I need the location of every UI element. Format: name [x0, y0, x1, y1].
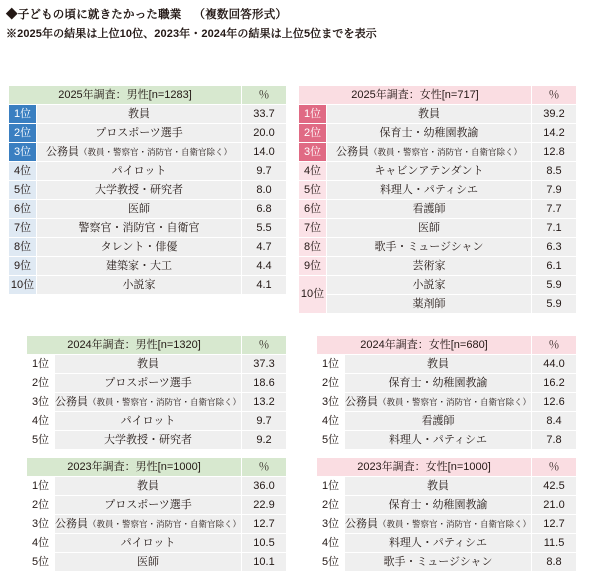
rank-cell: 5位: [27, 553, 55, 572]
occupation-label: 歌手・ミュージシャン: [345, 553, 532, 572]
ranking-table: [26, 335, 287, 450]
rank-cell: 4位: [299, 162, 327, 181]
rank-cell: 10位: [299, 276, 327, 314]
percent-value: 12.7: [242, 515, 287, 534]
header-block: [0, 0, 600, 41]
percent-value: 8.4: [532, 412, 577, 431]
occupation-label: プロスポーツ選手: [55, 496, 242, 515]
occupation-label: 小説家: [37, 276, 242, 295]
table-title: 2025年調査：女性[n=717]: [299, 86, 532, 105]
table-row: [9, 238, 287, 257]
table-row: [9, 162, 287, 181]
occupation-label: キャビンアテンダント: [327, 162, 532, 181]
percent-value: 10.1: [242, 553, 287, 572]
table-row: [317, 412, 577, 431]
table-row: [299, 200, 577, 219]
ranking-table: [8, 85, 287, 295]
percent-value: 5.9: [532, 276, 577, 295]
table-row: [9, 219, 287, 238]
table-row: [299, 162, 577, 181]
rank-cell: 4位: [9, 162, 37, 181]
rank-cell: 1位: [299, 105, 327, 124]
occupation-label: 小説家: [327, 276, 532, 295]
percent-value: 7.7: [532, 200, 577, 219]
page-note: ※2025年の結果は上位10位、2023年・2024年の結果は上位5位までを表示: [6, 28, 377, 40]
percent-value: 11.5: [532, 534, 577, 553]
table-row: [9, 200, 287, 219]
percent-value: 12.6: [532, 393, 577, 412]
table-row: [317, 355, 577, 374]
rank-cell: 1位: [317, 477, 345, 496]
rank-cell: 6位: [299, 200, 327, 219]
percent-value: 22.9: [242, 496, 287, 515]
table-row: [27, 355, 287, 374]
occupation-label: 保育士・幼稚園教諭: [345, 374, 532, 393]
occupation-label: 看護師: [327, 200, 532, 219]
table-row: [9, 105, 287, 124]
percent-value: 6.3: [532, 238, 577, 257]
rank-cell: 5位: [299, 181, 327, 200]
percent-value: 16.2: [532, 374, 577, 393]
page-title-main: ◆子どもの頃に就きたかった職業: [6, 9, 182, 21]
rank-cell: 2位: [27, 374, 55, 393]
occupation-label: 看護師: [345, 412, 532, 431]
rank-cell: 9位: [9, 257, 37, 276]
occupation-label: プロスポーツ選手: [55, 374, 242, 393]
percent-value: 42.5: [532, 477, 577, 496]
table-row: [299, 105, 577, 124]
rank-cell: 4位: [317, 534, 345, 553]
percent-value: 5.9: [532, 295, 577, 314]
rank-cell: 1位: [317, 355, 345, 374]
rank-cell: 8位: [299, 238, 327, 257]
occupation-label: 保育士・幼稚園教諭: [327, 124, 532, 143]
table-title: 2024年調査：女性[n=680]: [317, 336, 532, 355]
percent-value: 8.8: [532, 553, 577, 572]
table-title: 2024年調査：男性[n=1320]: [27, 336, 242, 355]
occupation-label: パイロット: [55, 534, 242, 553]
table-header-row: [27, 458, 287, 477]
table-row: [317, 553, 577, 572]
table-row: [317, 496, 577, 515]
percent-value: 7.9: [532, 181, 577, 200]
occupation-label: 料理人・パティシエ: [345, 534, 532, 553]
occupation-label: 保育士・幼稚園教諭: [345, 496, 532, 515]
percent-value: 12.7: [532, 515, 577, 534]
table-row: [9, 181, 287, 200]
table-title: 2023年調査：女性[n=1000]: [317, 458, 532, 477]
table-row: [317, 477, 577, 496]
table-row: [27, 553, 287, 572]
percent-value: 8.5: [532, 162, 577, 181]
rank-cell: 2位: [27, 496, 55, 515]
table-row: [9, 124, 287, 143]
table-header-row: [9, 86, 287, 105]
rank-cell: 7位: [9, 219, 37, 238]
occupation-label: 薬剤師: [327, 295, 532, 314]
percent-value: 4.1: [242, 276, 287, 295]
ranking-table: [298, 85, 577, 314]
rank-cell: 3位: [9, 143, 37, 162]
occupation-label: 公務員（教員・警察官・消防官・自衛官除く）: [345, 515, 532, 534]
percent-value: 14.2: [532, 124, 577, 143]
table-row: [299, 257, 577, 276]
percent-value: 21.0: [532, 496, 577, 515]
table-row: [317, 534, 577, 553]
ranking-table: [316, 457, 577, 572]
rank-cell: 4位: [317, 412, 345, 431]
rank-cell: 9位: [299, 257, 327, 276]
ranking-table: [316, 335, 577, 450]
rank-cell: 3位: [299, 143, 327, 162]
percent-value: 12.8: [532, 143, 577, 162]
occupation-label: 教員: [55, 477, 242, 496]
rank-cell: 3位: [27, 515, 55, 534]
table-row: [317, 431, 577, 450]
table-row: [9, 257, 287, 276]
table-row: [299, 124, 577, 143]
percent-column-header: ％: [532, 86, 577, 105]
table-row: [27, 477, 287, 496]
table-row: [317, 515, 577, 534]
occupation-label: 公務員（教員・警察官・消防官・自衛官除く）: [55, 393, 242, 412]
percent-value: 36.0: [242, 477, 287, 496]
table-row: [299, 238, 577, 257]
percent-column-header: ％: [532, 336, 577, 355]
table-row: [27, 496, 287, 515]
percent-value: 4.7: [242, 238, 287, 257]
occupation-label: 歌手・ミュージシャン: [327, 238, 532, 257]
page-title-subtitle: （複数回答形式）: [193, 9, 288, 21]
rank-cell: 10位: [9, 276, 37, 295]
page-title: [6, 6, 600, 22]
table-row: [317, 374, 577, 393]
percent-column-header: ％: [242, 86, 287, 105]
occupation-label: 教員: [55, 355, 242, 374]
table-row: [317, 393, 577, 412]
percent-value: 7.8: [532, 431, 577, 450]
occupation-label: 医師: [327, 219, 532, 238]
percent-value: 8.0: [242, 181, 287, 200]
rank-cell: 8位: [9, 238, 37, 257]
percent-value: 33.7: [242, 105, 287, 124]
occupation-label: 大学教授・研究者: [55, 431, 242, 450]
table-header-row: [317, 458, 577, 477]
occupation-label: プロスポーツ選手: [37, 124, 242, 143]
rank-cell: 3位: [317, 393, 345, 412]
table-row: [9, 276, 287, 295]
percent-value: 20.0: [242, 124, 287, 143]
percent-value: 9.7: [242, 412, 287, 431]
occupation-label: 医師: [37, 200, 242, 219]
rank-cell: 5位: [27, 431, 55, 450]
rank-cell: 6位: [9, 200, 37, 219]
table-row: [27, 534, 287, 553]
percent-column-header: ％: [532, 458, 577, 477]
table-header-row: [27, 336, 287, 355]
rank-cell: 3位: [317, 515, 345, 534]
occupation-label: 教員: [37, 105, 242, 124]
occupation-label: 教員: [327, 105, 532, 124]
occupation-label: パイロット: [37, 162, 242, 181]
occupation-label: 公務員（教員・警察官・消防官・自衛官除く）: [327, 143, 532, 162]
table-row: [27, 515, 287, 534]
table-title: 2025年調査：男性[n=1283]: [9, 86, 242, 105]
rank-cell: 4位: [27, 534, 55, 553]
percent-value: 7.1: [532, 219, 577, 238]
table-header-row: [299, 86, 577, 105]
occupation-label: パイロット: [55, 412, 242, 431]
percent-value: 39.2: [532, 105, 577, 124]
table-row: [27, 412, 287, 431]
percent-value: 44.0: [532, 355, 577, 374]
occupation-label: 公務員（教員・警察官・消防官・自衛官除く）: [55, 515, 242, 534]
percent-value: 13.2: [242, 393, 287, 412]
rank-cell: 2位: [299, 124, 327, 143]
table-row: [299, 143, 577, 162]
table-row: [27, 374, 287, 393]
table-row: [9, 143, 287, 162]
percent-value: 6.8: [242, 200, 287, 219]
table-row: [299, 181, 577, 200]
rank-cell: 3位: [27, 393, 55, 412]
occupation-label: 料理人・パティシエ: [327, 181, 532, 200]
occupation-label: 公務員（教員・警察官・消防官・自衛官除く）: [37, 143, 242, 162]
occupation-label: 公務員（教員・警察官・消防官・自衛官除く）: [345, 393, 532, 412]
percent-value: 37.3: [242, 355, 287, 374]
percent-column-header: ％: [242, 458, 287, 477]
percent-value: 5.5: [242, 219, 287, 238]
percent-value: 9.2: [242, 431, 287, 450]
rank-cell: 1位: [9, 105, 37, 124]
table-header-row: [317, 336, 577, 355]
rank-cell: 7位: [299, 219, 327, 238]
rank-cell: 4位: [27, 412, 55, 431]
percent-value: 10.5: [242, 534, 287, 553]
occupation-label: 芸術家: [327, 257, 532, 276]
rank-cell: 2位: [317, 374, 345, 393]
occupation-label: 警察官・消防官・自衛官: [37, 219, 242, 238]
percent-column-header: ％: [242, 336, 287, 355]
rank-cell: 1位: [27, 355, 55, 374]
occupation-label: 料理人・パティシエ: [345, 431, 532, 450]
table-row: [299, 276, 577, 295]
percent-value: 14.0: [242, 143, 287, 162]
percent-value: 18.6: [242, 374, 287, 393]
rank-cell: 5位: [317, 431, 345, 450]
percent-value: 9.7: [242, 162, 287, 181]
occupation-label: 教員: [345, 477, 532, 496]
percent-value: 6.1: [532, 257, 577, 276]
table-title: 2023年調査：男性[n=1000]: [27, 458, 242, 477]
rank-cell: 2位: [317, 496, 345, 515]
rank-cell: 5位: [317, 553, 345, 572]
occupation-label: タレント・俳優: [37, 238, 242, 257]
table-row: [299, 295, 577, 314]
occupation-label: 医師: [55, 553, 242, 572]
table-row: [27, 431, 287, 450]
table-row: [299, 219, 577, 238]
table-row: [27, 393, 287, 412]
occupation-label: 教員: [345, 355, 532, 374]
rank-cell: 2位: [9, 124, 37, 143]
occupation-label: 建築家・大工: [37, 257, 242, 276]
occupation-label: 大学教授・研究者: [37, 181, 242, 200]
ranking-table: [26, 457, 287, 572]
rank-cell: 1位: [27, 477, 55, 496]
percent-value: 4.4: [242, 257, 287, 276]
rank-cell: 5位: [9, 181, 37, 200]
